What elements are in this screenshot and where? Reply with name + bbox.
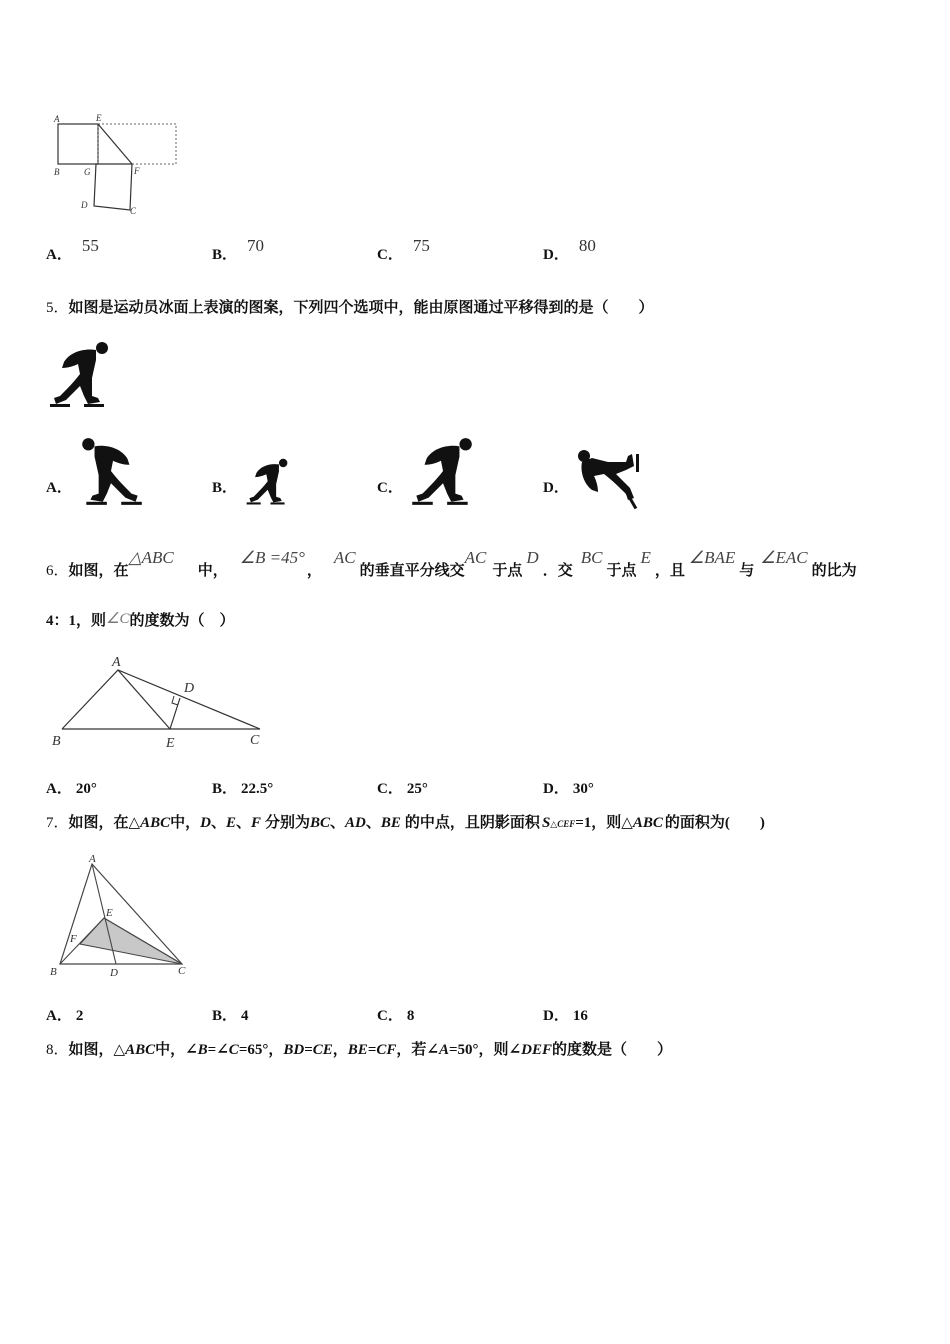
q7-text-3: 分别为: [265, 815, 311, 831]
label-e: E: [96, 113, 102, 123]
q8-question: [46, 1038, 672, 1059]
option-letter: D．: [543, 781, 569, 797]
option-value: 16: [572, 1008, 588, 1024]
q6-line2-text-2: 的度数为（ ）: [129, 613, 235, 629]
skater-body: [581, 454, 634, 500]
q7-d: D: [200, 815, 211, 831]
q6-text-3: ，: [306, 563, 322, 579]
q8-text-4: =65°，: [238, 1042, 284, 1058]
math-bc: BC: [580, 548, 603, 567]
option-value: 80: [578, 236, 596, 255]
option-value: 25°: [406, 781, 428, 797]
label-a: A: [112, 655, 121, 670]
q8-be: BE: [347, 1042, 368, 1058]
q6-text-2: 中，: [197, 563, 228, 579]
option-letter: A．: [46, 247, 72, 263]
math-angle-b: ∠B =45°: [239, 548, 305, 567]
label-f: F: [134, 166, 140, 176]
option-value: 20°: [75, 781, 97, 797]
skater-body: [249, 464, 281, 502]
q8-cf: CF: [376, 1042, 397, 1058]
q8-text-3: =∠: [207, 1042, 229, 1058]
math-point-e: E: [640, 548, 651, 567]
option-value: 30°: [572, 781, 594, 797]
question-number: 8．: [46, 1042, 69, 1058]
label-e: E: [166, 736, 175, 751]
q8-text-7: =: [367, 1042, 377, 1058]
q7-option-d[interactable]: [543, 1004, 588, 1025]
skate-blade-2: [86, 502, 107, 505]
segment-e-f: [98, 124, 132, 164]
option-value: 75: [412, 236, 430, 255]
question-number: 6．: [46, 563, 69, 579]
q5-option-c-image[interactable]: [406, 434, 478, 510]
q8-text-5: =: [304, 1042, 313, 1058]
skate-blade-1: [121, 502, 142, 505]
math-point-d: D: [526, 548, 539, 567]
label-c: C: [130, 206, 137, 216]
q8-text-6: ，: [332, 1042, 348, 1058]
q7-e: E: [225, 815, 236, 831]
q7-option-b[interactable]: [212, 1004, 249, 1025]
q7-sep-4: 、: [365, 815, 381, 831]
q6-text-4: 的垂直平分线交: [359, 563, 465, 579]
skate-blade-1: [636, 454, 639, 472]
q7-option-c[interactable]: [377, 1004, 414, 1025]
skater-body: [90, 446, 137, 502]
skate-blade-1: [50, 404, 70, 407]
q7-text-2: 中，: [170, 815, 201, 831]
label-b: B: [52, 734, 61, 749]
dashed-rectangle: [98, 124, 176, 164]
q8-ce: CE: [312, 1042, 333, 1058]
math-angle-eac: ∠EAC: [760, 548, 808, 567]
skate-blade-2: [447, 502, 468, 505]
q6-line2-text-1: 4：1，则: [46, 613, 107, 629]
q6-option-c[interactable]: [377, 777, 428, 798]
label-d: D: [81, 200, 88, 210]
option-value: 55: [81, 236, 99, 255]
skater-head: [96, 342, 108, 354]
q7-bc: BC: [310, 815, 331, 831]
q8-bd: BD: [283, 1042, 305, 1058]
shaded-triangle-cef: [80, 918, 182, 964]
q8-b: B: [197, 1042, 208, 1058]
question-number: 7．: [46, 815, 69, 831]
label-c: C: [178, 965, 186, 977]
q6-text-1: 如图，在: [68, 563, 129, 579]
option-letter: B．: [212, 781, 238, 797]
right-angle-mark: [172, 696, 178, 705]
q8-text-9: =50°，则∠: [448, 1042, 522, 1058]
option-letter: A．: [46, 480, 72, 496]
math-triangle-abc: △ABC: [128, 548, 174, 567]
q4-option-b[interactable]: [212, 236, 265, 264]
q8-text-10: 的度数是（ ）: [551, 1042, 672, 1058]
q5-option-b-image[interactable]: [242, 456, 292, 508]
q5-option-b[interactable]: [212, 476, 237, 497]
option-letter: A．: [46, 781, 72, 797]
option-value: 4: [241, 1008, 249, 1024]
q6-option-b[interactable]: [212, 777, 273, 798]
q7-subscript: △CEF: [550, 819, 576, 829]
q6-text-7: 于点: [606, 563, 637, 579]
q7-abc: ABC: [140, 815, 171, 831]
q7-s: S: [541, 815, 551, 831]
option-value: 22.5°: [241, 781, 274, 797]
q6-figure: [46, 652, 276, 752]
segment-b-a-c: [62, 670, 260, 729]
q7-sep-3: 、: [330, 815, 346, 831]
q6-question-line1: [46, 548, 857, 580]
skater-head: [82, 438, 94, 450]
q7-figure: [44, 848, 194, 980]
q7-text-5: =1，则△: [575, 815, 633, 831]
question-number: 5．: [46, 300, 69, 316]
q7-ad: AD: [345, 815, 366, 831]
q8-text-8: ，若∠: [396, 1042, 439, 1058]
label-a: A: [89, 853, 96, 865]
square-gfcd: [94, 164, 132, 210]
q8-a: A: [438, 1042, 449, 1058]
q4-option-c[interactable]: [377, 236, 430, 264]
q6-text-5: 于点: [492, 563, 523, 579]
option-letter: D．: [543, 1008, 569, 1024]
skater-original-image: [44, 338, 114, 412]
q7-abc-2: ABC: [632, 815, 663, 831]
q8-text-2: 中，∠: [155, 1042, 198, 1058]
label-a: A: [54, 114, 60, 124]
q6-text-6: ．交: [542, 563, 573, 579]
label-b: B: [54, 167, 60, 177]
q7-text-4: 的中点，且阴影面积: [404, 815, 540, 831]
label-b: B: [50, 966, 57, 978]
q6-text-10: 的比为: [811, 563, 857, 579]
q8-abc: ABC: [125, 1042, 156, 1058]
q7-be: BE: [380, 815, 401, 831]
option-letter: B．: [212, 1008, 238, 1024]
label-d: D: [110, 967, 118, 979]
option-letter: A．: [46, 1008, 72, 1024]
option-letter: C．: [377, 781, 403, 797]
skater-body: [54, 350, 100, 405]
q4-option-a[interactable]: [46, 236, 99, 264]
option-letter: C．: [377, 480, 403, 496]
q8-c: C: [228, 1042, 239, 1058]
option-letter: D．: [543, 480, 569, 496]
option-value: 2: [75, 1008, 84, 1024]
q7-text-1: 如图，在△: [68, 815, 141, 831]
label-d: D: [184, 681, 195, 696]
math-ac-2: AC: [464, 548, 487, 567]
q4-figure: [50, 110, 185, 220]
q7-question: [46, 811, 765, 832]
q6-text-9: 与: [739, 563, 755, 579]
label-e: E: [106, 907, 113, 919]
q7-f: F: [250, 815, 261, 831]
q6-question-line2: [46, 609, 234, 630]
q5-option-a[interactable]: [46, 476, 72, 497]
label-c: C: [250, 733, 260, 748]
math-angle-bae: ∠BAE: [688, 548, 736, 567]
q7-text-6: 的面积为( ): [664, 815, 765, 831]
question-text: 如图是运动员冰面上表演的图案，下列四个选项中，能由原图通过平移得到的是（ ）: [68, 300, 654, 316]
q5-question: [46, 296, 654, 317]
segment-d-e: [170, 698, 180, 729]
q5-option-d-image[interactable]: [572, 444, 646, 510]
skate-blade-1: [412, 502, 433, 505]
option-letter: C．: [377, 247, 403, 263]
q8-text-1: 如图，△: [68, 1042, 126, 1058]
skater-head: [459, 438, 471, 450]
q4-option-d[interactable]: [543, 236, 596, 264]
option-value: 8: [406, 1008, 415, 1024]
q7-sep-1: 、: [210, 815, 226, 831]
q5-option-c[interactable]: [377, 476, 403, 497]
segment-a-e: [118, 670, 170, 729]
q7-option-a[interactable]: [46, 1004, 83, 1025]
option-letter: B．: [212, 247, 238, 263]
skater-head: [279, 459, 287, 467]
label-f: F: [70, 933, 77, 945]
option-letter: D．: [543, 247, 569, 263]
skater-body: [416, 446, 463, 502]
q6-option-a[interactable]: [46, 777, 97, 798]
math-angle-c: ∠C: [106, 611, 130, 627]
q5-option-d[interactable]: [543, 476, 569, 497]
q5-option-a-image[interactable]: [76, 434, 148, 510]
option-letter: C．: [377, 1008, 403, 1024]
option-letter: B．: [212, 480, 238, 496]
q8-def: DEF: [521, 1042, 552, 1058]
math-ac-1: AC: [333, 548, 356, 567]
skate-blade-1: [247, 502, 261, 504]
label-g: G: [84, 167, 91, 177]
skate-blade-2: [84, 404, 104, 407]
skate-blade-2: [271, 502, 285, 504]
q7-sep-2: 、: [235, 815, 251, 831]
q6-text-8: ，且: [654, 563, 685, 579]
q6-option-d[interactable]: [543, 777, 594, 798]
option-value: 70: [247, 236, 265, 255]
square-abge: [58, 124, 98, 164]
